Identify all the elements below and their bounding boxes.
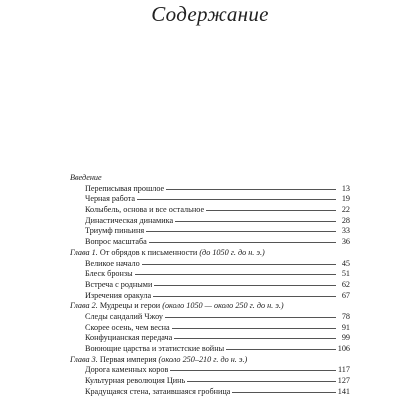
toc-chapter-2 (70, 301, 350, 312)
toc-page-number: 91 (341, 322, 350, 332)
toc-leader-line (175, 221, 336, 222)
toc-leader-line (166, 189, 336, 190)
toc-entry-label: Следы сандалий Чжоу (85, 311, 163, 321)
chapter-number: Глава 3. (70, 354, 98, 364)
toc-leader-line (226, 349, 336, 350)
table-of-contents (70, 173, 350, 397)
toc-page-number: 67 (341, 290, 350, 300)
chapter-dates: (до 1050 г. до н. э.) (199, 247, 265, 257)
toc-page-number: 19 (341, 194, 350, 204)
toc-section-label: Введение (70, 173, 102, 182)
chapter-dates: (около 1050 — около 250 г. до н. э.) (162, 301, 284, 311)
toc-entry (70, 216, 350, 227)
toc-entry (70, 323, 350, 334)
toc-entry (70, 333, 350, 344)
toc-leader-line (142, 264, 336, 265)
toc-entry (70, 280, 350, 291)
toc-entry-label: Великое начало (85, 258, 140, 268)
toc-entry-label: Черная работа (85, 194, 136, 204)
chapter-title: Первая империя (99, 354, 157, 364)
chapter-number: Глава 1. (70, 247, 98, 257)
toc-entry (70, 237, 350, 248)
toc-entry-label: Вопрос масштаба (85, 237, 147, 247)
toc-entry-label: Триумф пиньиня (85, 226, 145, 236)
toc-page-number: 22 (341, 205, 350, 215)
toc-page-number: 117 (338, 365, 350, 375)
toc-chapter-heading (70, 355, 247, 366)
toc-leader-line (172, 328, 336, 329)
toc-page-number: 13 (341, 183, 350, 193)
toc-leader-line (165, 317, 336, 318)
toc-entry (70, 291, 350, 302)
toc-entry-label: Конфуцианская передача (85, 333, 173, 343)
toc-entry (70, 205, 350, 216)
page-title: Содержание (151, 2, 269, 26)
toc-leader-line (187, 381, 335, 382)
toc-entry (70, 226, 350, 237)
toc-page-number: 127 (337, 376, 350, 386)
toc-entry (70, 269, 350, 280)
toc-leader-line (153, 296, 336, 297)
toc-entry-label: Колыбель, основа и все остальное (85, 205, 205, 215)
toc-entry (70, 344, 350, 355)
toc-entry-label: Скорее осень, чем весна (85, 322, 170, 332)
toc-chapter-3 (70, 355, 350, 366)
toc-leader-line (137, 199, 336, 200)
toc-entry-label: Встреча с родными (85, 279, 153, 289)
chapter-dates: (около 250–210 г. до н. э.) (158, 354, 248, 364)
toc-entry-label: Крадущаяся стена, затаившаяся гробница (85, 386, 231, 396)
toc-section-intro (70, 173, 350, 184)
toc-entry (70, 312, 350, 323)
toc-leader-line (232, 392, 335, 393)
toc-page-number: 33 (341, 226, 350, 236)
chapter-number: Глава 2. (70, 301, 98, 311)
toc-entry (70, 365, 350, 376)
toc-chapter-1 (70, 248, 350, 259)
toc-leader-line (170, 370, 336, 371)
toc-entry-label: Культурная революция Цинь (85, 376, 186, 386)
toc-chapter-heading (70, 301, 284, 312)
toc-page-number: 106 (337, 344, 350, 353)
toc-page-number: 51 (341, 269, 350, 279)
toc-entry (70, 194, 350, 205)
toc-page-number: 36 (341, 237, 350, 247)
toc-entry-label: Блеск бронзы (85, 269, 133, 279)
toc-entry (70, 387, 350, 398)
toc-leader-line (149, 242, 336, 243)
chapter-title: От обрядов к письменности (99, 247, 198, 257)
toc-entry-label: Воюющие царства и этатистские войны (85, 344, 225, 353)
toc-chapter-heading (70, 248, 265, 259)
chapter-title: Мудрецы и герои (99, 301, 161, 311)
toc-entry (70, 376, 350, 387)
toc-entry-label: Переписывая прошлое (85, 183, 165, 193)
toc-entry-label: Дорога каменных коров (85, 365, 169, 375)
toc-leader-line (154, 285, 336, 286)
toc-page-number: 45 (341, 258, 350, 268)
toc-entry (70, 259, 350, 270)
toc-page-number: 78 (341, 311, 350, 321)
toc-entry-label: Изречения оракула (85, 290, 152, 300)
toc-leader-line (146, 231, 336, 232)
toc-leader-line (174, 338, 336, 339)
toc-page-number: 62 (341, 279, 350, 289)
toc-entry (70, 184, 350, 195)
toc-entry-label: Династическая динамика (85, 215, 174, 225)
toc-page-number: 28 (341, 215, 350, 225)
toc-leader-line (135, 274, 336, 275)
toc-page-number: 141 (337, 386, 350, 396)
toc-leader-line (206, 210, 336, 211)
toc-page-number: 99 (341, 333, 350, 343)
